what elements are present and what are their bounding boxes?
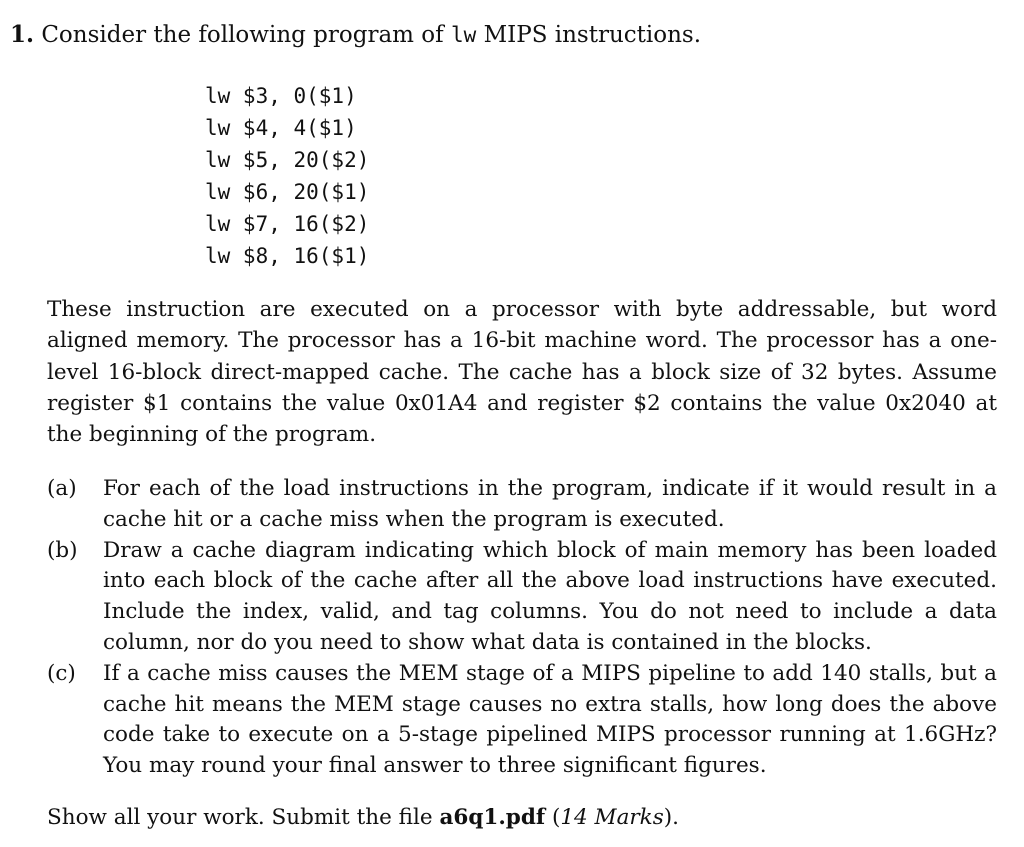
part-text: If a cache miss causes the MEM stage of a MIPS pipeline to add 140 stalls, but a cache hit means the MEM stage causes no extra stalls, how long does the above code take to execute on a 5-stage pipelined MIPS processor running at 1.6GHz? You may round your final answer to three significant figures.	[103, 660, 997, 779]
part-label: (c)	[47, 660, 76, 686]
part-label: (b)	[47, 537, 78, 563]
question-number: 1.	[10, 21, 35, 48]
program-line: lw $7, 16($2)	[205, 212, 370, 236]
question-part-a	[47, 474, 997, 536]
question-prompt-start: Consider the following program of	[41, 22, 444, 48]
marks-open-paren: (	[551, 805, 561, 830]
submission-instructions	[47, 803, 679, 833]
question-prompt-code: lw	[450, 23, 477, 47]
marks-close: ).	[663, 805, 679, 830]
question-part-b	[47, 536, 997, 659]
marks-value: 14 Marks	[560, 805, 664, 830]
submission-filename: a6q1.pdf	[439, 805, 546, 830]
part-text: Draw a cache diagram indicating which block of main memory has been loaded into each block of the cache after all the above load instructions have executed. Include the index, valid, and tag columns. You do not need to include a data column, nor do you need to show what data is contained in the blocks.	[103, 537, 997, 655]
part-text: For each of the load instructions in the program, indicate if it would result in a cache hit or a cache miss when the program is executed.	[103, 476, 997, 532]
program-listing	[205, 80, 369, 272]
program-line: lw $3, 0($1)	[205, 84, 357, 108]
program-line: lw $4, 4($1)	[205, 116, 357, 140]
question-parts	[47, 474, 997, 782]
question-part-c	[47, 659, 997, 782]
program-line: lw $6, 20($1)	[205, 180, 370, 204]
part-label: (a)	[47, 476, 77, 501]
submission-text: Show all your work. Submit the file	[47, 805, 433, 830]
program-line: lw $5, 20($2)	[205, 148, 370, 172]
question-heading	[10, 20, 701, 50]
problem-description: These instruction are executed on a processor with byte addressable, but word aligned memory. The processor has a 16-bit machine word. The processor has a one-level 16-block direct-mapped cache. The cache has a block size of 32 bytes. Assume register $1 contains the value 0x01A4 and register $2 contains the value 0x2040 at the beginning of the program.	[47, 297, 997, 448]
question-prompt-end: MIPS instructions.	[483, 22, 702, 48]
program-line: lw $8, 16($1)	[205, 244, 370, 268]
